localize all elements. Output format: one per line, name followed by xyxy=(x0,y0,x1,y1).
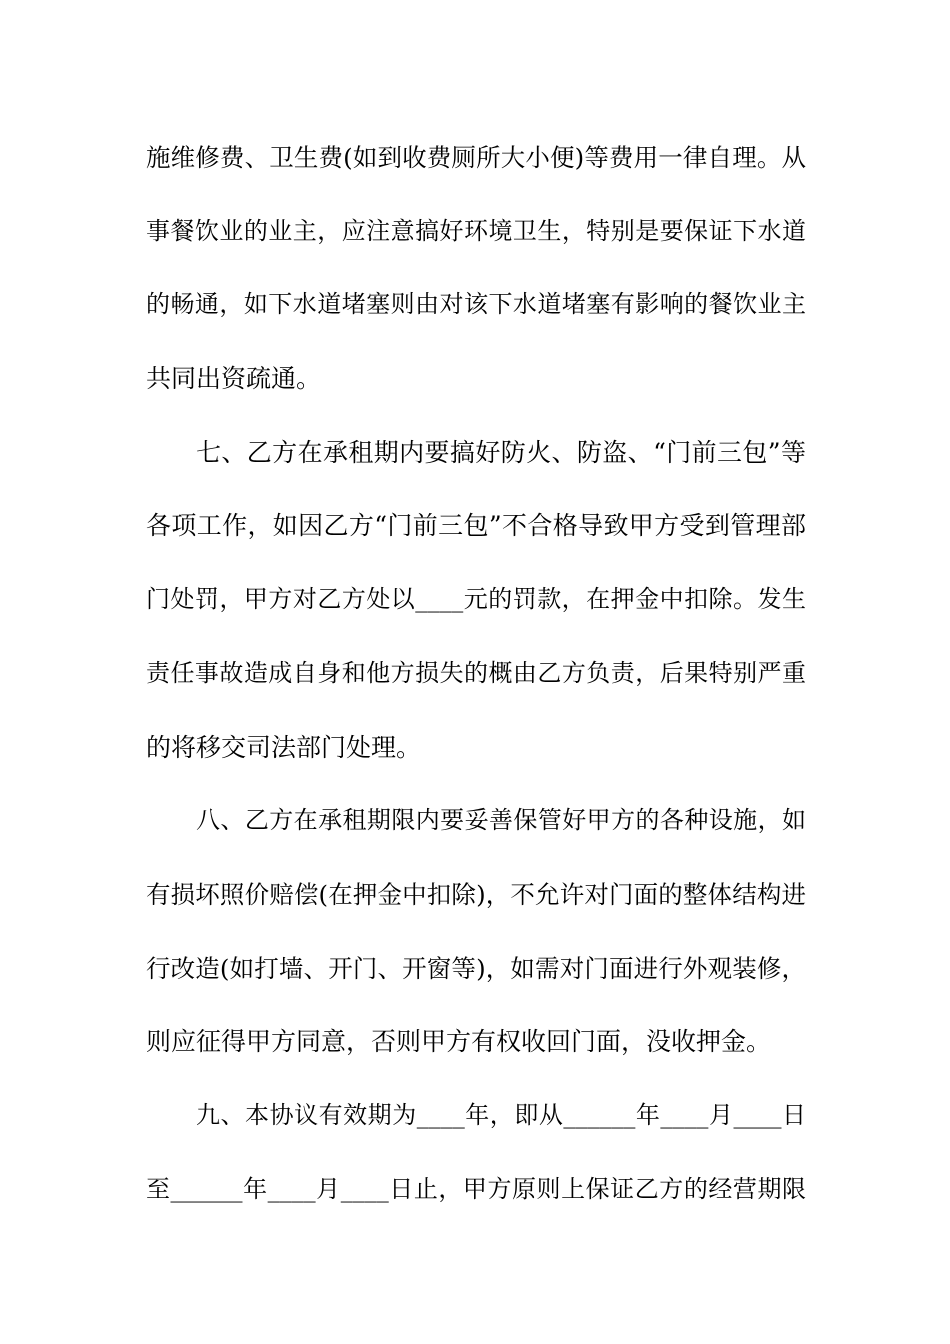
text-line: 有损坏照价赔偿(在押金中扣除)，不允许对门面的整体结构进 xyxy=(146,879,806,909)
text-line: 事餐饮业的业主，应注意搞好环境卫生，特别是要保证下水道 xyxy=(146,216,806,245)
text-line: 至______年____月____日止，甲方原则上保证乙方的经营期限 xyxy=(146,1174,806,1203)
document-body xyxy=(146,121,806,1226)
text-line: 施维修费、卫生费(如到收费厕所大小便)等费用一律自理。从 xyxy=(146,143,806,172)
text-line: 各项工作，如因乙方“门前三包”不合格导致甲方受到管理部 xyxy=(146,511,806,541)
text-line: 的畅通，如下水道堵塞则由对该下水道堵塞有影响的餐饮业主 xyxy=(146,290,806,319)
text-line: 的将移交司法部门处理。 xyxy=(146,732,422,762)
text-line: 行改造(如打墙、开门、开窗等)，如需对门面进行外观装修， xyxy=(146,953,806,983)
text-line: 八、乙方在承租期限内要妥善保管好甲方的各种设施，如 xyxy=(196,806,806,835)
text-line: 门处罚，甲方对乙方处以____元的罚款，在押金中扣除。发生 xyxy=(146,585,806,614)
text-line: 七、乙方在承租期内要搞好防火、防盗、“门前三包”等 xyxy=(196,437,806,467)
text-line: 共同出资疏通。 xyxy=(146,364,322,394)
text-line: 责任事故造成自身和他方损失的概由乙方负责，后果特别严重 xyxy=(146,658,806,687)
text-line: 则应征得甲方同意，否则甲方有权收回门面，没收押金。 xyxy=(146,1027,772,1057)
text-line: 九、本协议有效期为____年，即从______年____月____日 xyxy=(196,1100,806,1129)
